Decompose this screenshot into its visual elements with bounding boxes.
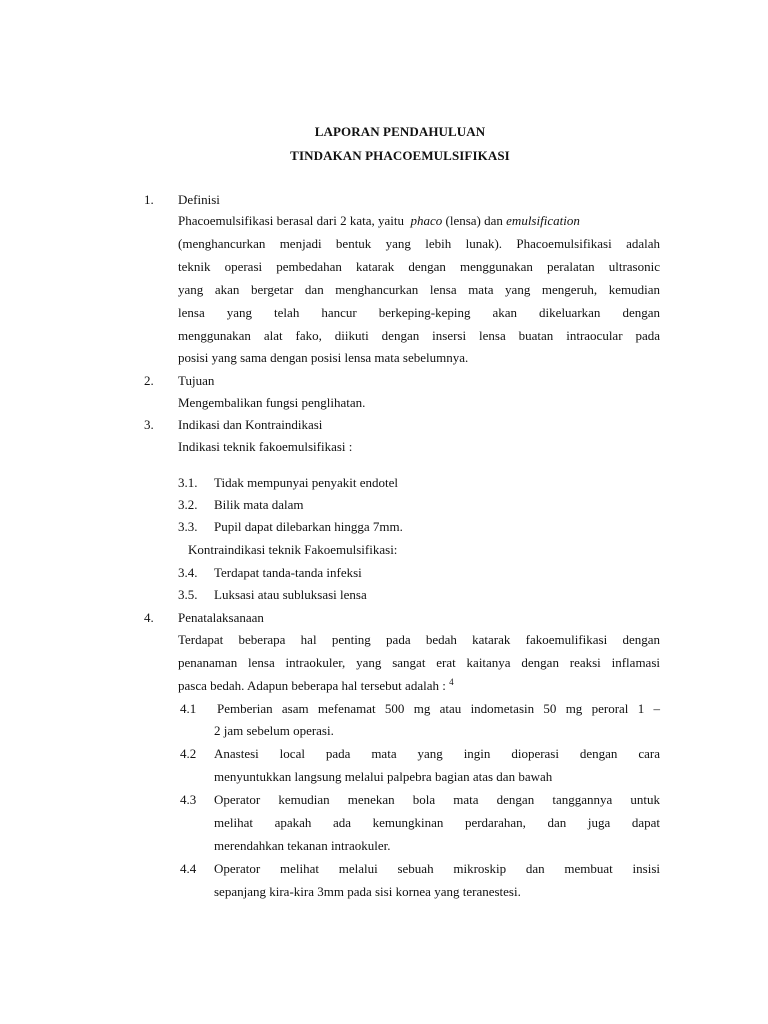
list-item-text: merendahkan tekanan intraokuler. [214, 838, 391, 853]
list-item-text: 2 jam sebelum operasi. [214, 723, 334, 738]
list-item-text: Tidak mempunyai penyakit endotel [214, 475, 399, 490]
section-1-paragraph-line: posisi yang sama dengan posisi lensa mata sebelumnya. [178, 350, 469, 365]
section-3-contra-intro: Kontraindikasi teknik Fakoemulsifikasi: [188, 542, 398, 557]
section-2-heading: Tujuan [178, 373, 215, 388]
section-4-paragraph-line: Terdapat beberapa hal penting pada bedah katarak fakoemulifikasi dengan [178, 632, 660, 647]
list-item-number: 3.4. [178, 565, 198, 580]
section-3-number: 3. [144, 417, 154, 432]
list-item-text: Operator kemudian menekan bola mata dengan tanggannya untuk [214, 792, 660, 807]
list-item-number: 3.1. [178, 475, 198, 490]
paragraph-text: (lensa) dan [445, 213, 503, 228]
list-item-text: Luksasi atau subluksasi lensa [214, 587, 367, 602]
document-title: LAPORAN PENDAHULUAN [314, 124, 486, 139]
section-3-heading: Indikasi dan Kontraindikasi [178, 417, 323, 432]
section-2-number: 2. [144, 373, 154, 388]
section-1-paragraph-line: lensa yang telah hancur berkeping-keping akan dikeluarkan dengan [178, 305, 660, 320]
list-item-number: 4.2 [180, 746, 197, 761]
footnote-reference: 4 [449, 677, 454, 687]
list-item-text: melihat apakah ada kemungkinan perdarahan, dan juga dapat [214, 815, 660, 830]
list-item-number: 4.4 [180, 861, 197, 876]
paragraph-text: pasca bedah. Adapun beberapa hal tersebut adalah : [178, 678, 446, 693]
term-phaco: phaco [410, 213, 443, 228]
section-1-paragraph-line: menggunakan alat fako, diikuti dengan insersi lensa buatan intraocular pada [178, 328, 660, 343]
section-1-paragraph-line: yang akan bergetar dan menghancurkan lensa mata yang mengeruh, kemudian [178, 282, 660, 297]
section-4-number: 4. [144, 610, 154, 625]
list-item-text: menyuntukkan langsung melalui palpebra bagian atas dan bawah [214, 769, 553, 784]
list-item-number: 3.2. [178, 497, 198, 512]
section-1-paragraph-line [178, 213, 660, 229]
section-4-paragraph-line [178, 678, 454, 694]
paragraph-text: Phacoemulsifikasi berasal dari 2 kata, yaitu [178, 213, 404, 228]
section-3-intro: Indikasi teknik fakoemulsifikasi : [178, 439, 353, 454]
section-4-heading: Penatalaksanaan [178, 610, 264, 625]
list-item-number: 4.3 [180, 792, 197, 807]
section-2-text: Mengembalikan fungsi penglihatan. [178, 395, 366, 410]
term-emulsification: emulsification [506, 213, 580, 228]
section-1-number: 1. [144, 192, 154, 207]
section-1-paragraph-line: (menghancurkan menjadi bentuk yang lebih lunak). Phacoemulsifikasi adalah [178, 236, 660, 251]
list-item-text: Bilik mata dalam [214, 497, 304, 512]
list-item-text: Anastesi local pada mata yang ingin dioperasi dengan cara [214, 746, 660, 761]
list-item-text: Operator melihat melalui sebuah mikroskip dan membuat insisi [214, 861, 660, 876]
list-item-text: Pupil dapat dilebarkan hingga 7mm. [214, 519, 403, 534]
section-1-paragraph-line: teknik operasi pembedahan katarak dengan menggunakan peralatan ultrasonic [178, 259, 660, 274]
list-item-number: 4.1 [180, 701, 197, 716]
section-1-heading: Definisi [178, 192, 220, 207]
list-item-text: Pemberian asam mefenamat 500 mg atau indometasin 50 mg peroral 1 – [217, 701, 660, 716]
list-item-number: 3.3. [178, 519, 198, 534]
list-item-text: Terdapat tanda-tanda infeksi [214, 565, 362, 580]
document-subtitle: TINDAKAN PHACOEMULSIFIKASI [290, 148, 510, 163]
list-item-number: 3.5. [178, 587, 198, 602]
list-item-text: sepanjang kira-kira 3mm pada sisi kornea yang teranestesi. [214, 884, 521, 899]
section-4-paragraph-line: penanaman lensa intraokuler, yang sangat erat kaitanya dengan reaksi inflamasi [178, 655, 660, 670]
